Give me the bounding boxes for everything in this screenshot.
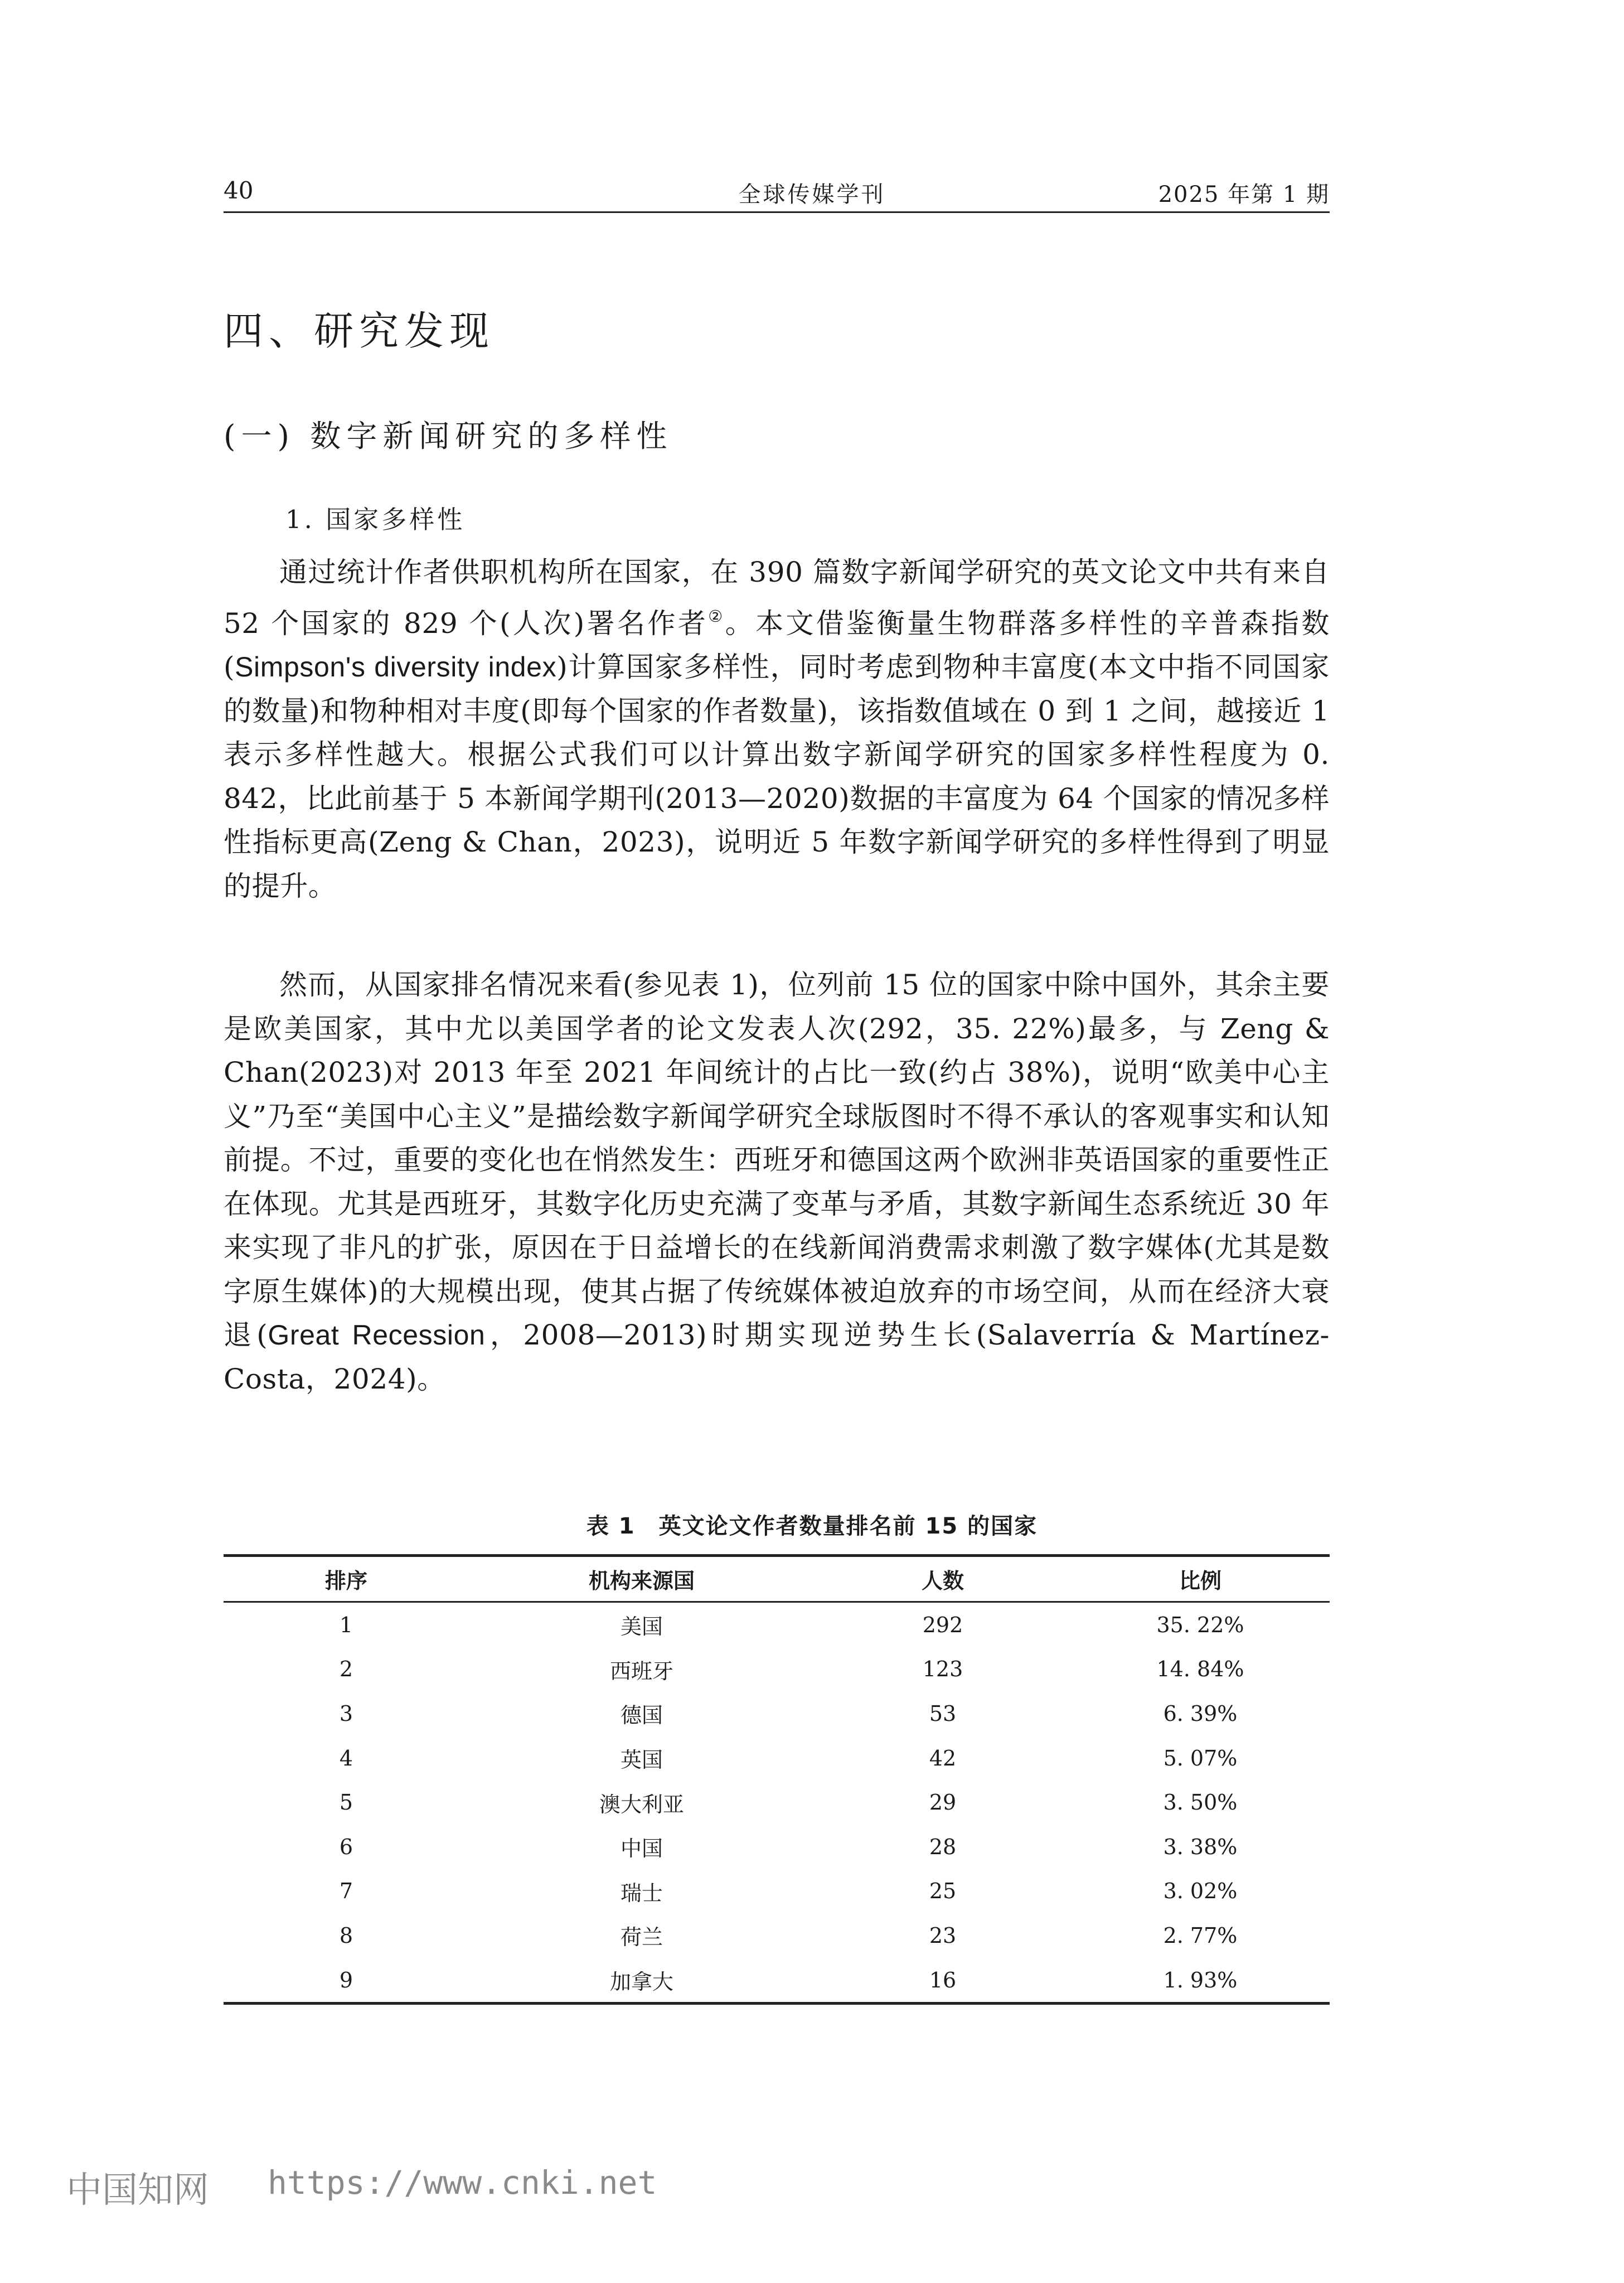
paragraph-1-text-c: )计算国家多样性，同时考虑到物种丰富度(本文中指不同国家的数量)和物种相对丰度(即每个国家的作者数量)，该指数值域在 0 到 1 之间，越接近 1 表示多样性越大。根据公式我们可以计算出数字新闻学研究的国家多样性程度为 0. 842，比此前基于 5 本新闻学期刊(2013—2020)数据的丰富度为 64 个国家的情况多样性指标更高(Zeng & Chan，2023)，说明近 5 年数字新闻学研究的多样性得到了明显的提升。 bbox=[224, 651, 1330, 902]
column-header-share: 比例 bbox=[1071, 1556, 1330, 1602]
cell-country: 瑞士 bbox=[620, 1880, 663, 1905]
table-caption: 表 1 英文论文作者数量排名前 15 的国家 bbox=[586, 1513, 1038, 1539]
cell-rank: 1 bbox=[339, 1612, 353, 1637]
column-header-count: 人数 bbox=[815, 1556, 1071, 1602]
table-row bbox=[224, 1647, 1330, 1692]
header-rule bbox=[224, 211, 1330, 213]
cell-count: 28 bbox=[929, 1834, 957, 1859]
cell-rank: 5 bbox=[339, 1790, 353, 1815]
table-row bbox=[224, 1869, 1330, 1914]
column-header-rank: 排序 bbox=[224, 1556, 469, 1602]
cell-share: 3. 50% bbox=[1163, 1790, 1238, 1815]
cell-count: 23 bbox=[929, 1923, 957, 1948]
cnki-url: https://www.cnki.net bbox=[268, 2164, 657, 2202]
cell-count: 25 bbox=[929, 1879, 957, 1904]
cell-rank: 9 bbox=[224, 1958, 469, 2004]
journal-title: 全球传媒学刊 bbox=[738, 182, 886, 207]
paragraph-2-term: Great Recession bbox=[268, 1319, 486, 1351]
subsection-heading: (一) 数字新闻研究的多样性 bbox=[224, 418, 673, 454]
cell-count: 123 bbox=[922, 1657, 963, 1682]
section-heading: 四、研究发现 bbox=[224, 308, 495, 354]
table-row bbox=[224, 1780, 1330, 1825]
subsubsection-heading: 1. 国家多样性 bbox=[285, 505, 466, 534]
cell-country: 德国 bbox=[620, 1703, 663, 1728]
paragraph-1-text-a: 通过统计作者供职机构所在国家，在 390 篇数字新闻学研究的英文论文中共有来自 52 个国家的 829 个(人次)署名作者 bbox=[224, 556, 1330, 640]
cell-country: 英国 bbox=[620, 1748, 663, 1773]
cell-rank: 4 bbox=[339, 1745, 353, 1771]
cell-share: 35. 22% bbox=[1156, 1612, 1244, 1637]
issue-label: 2025 年第 1 期 bbox=[1158, 182, 1330, 207]
cell-share: 3. 02% bbox=[1163, 1879, 1238, 1904]
cell-rank: 2 bbox=[339, 1657, 353, 1682]
paragraph-2-text-a: 然而，从国家排名情况来看(参见表 1)，位列前 15 位的国家中除中国外，其余主要是欧美国家，其中尤以美国学者的论文发表人次(292，35. 22%)最多，与 Zeng & Chan(2023)对 2013 年至 2021 年间统计的占比一致(约占 38%)，说明“欧美中心主义”乃至“美国中心主义”是描绘数字新闻学研究全球版图时不得不承认的客观事实和认知前提。不过，重要的变化也在悄然发生：西班牙和德国这两个欧洲非英语国家的重要性正在体现。尤其是西班牙，其数字化历史充满了变革与矛盾，其数字新闻生态系统近 30 年来实现了非凡的扩张，原因在于日益增长的在线新闻消费需求刺激了数字媒体(尤其是数字原生媒体)的大规模出现，使其占据了传统媒体被迫放弃的市场空间，从而在经济大衰退( bbox=[224, 969, 1330, 1351]
paragraph-1-text-b: 。本文借鉴衡量生物群落多样性的辛普森指数( bbox=[224, 607, 1330, 683]
paragraph-1-term: Simpson's diversity index bbox=[235, 651, 557, 683]
cell-count: 16 bbox=[815, 1958, 1071, 2004]
cell-country: 澳大利亚 bbox=[599, 1792, 684, 1817]
table-row bbox=[224, 1736, 1330, 1781]
cell-country: 荷兰 bbox=[620, 1925, 663, 1950]
paragraph-2-text-b: ，2008—2013)时期实现逆势生长(Salaverría & Martínez-Costa，2024)。 bbox=[224, 1319, 1330, 1395]
table-row bbox=[224, 1825, 1330, 1869]
table-row bbox=[224, 1913, 1330, 1958]
table-row bbox=[224, 1602, 1330, 1647]
page-number: 40 bbox=[224, 177, 254, 204]
table-row bbox=[224, 1691, 1330, 1736]
cell-share: 3. 38% bbox=[1163, 1834, 1238, 1859]
cell-rank: 6 bbox=[339, 1834, 353, 1859]
table-header-row bbox=[224, 1556, 1330, 1602]
country-table bbox=[224, 1554, 1330, 2005]
cell-count: 53 bbox=[929, 1701, 957, 1726]
cell-count: 292 bbox=[922, 1612, 963, 1637]
cell-country: 中国 bbox=[620, 1836, 663, 1861]
cell-share: 5. 07% bbox=[1163, 1745, 1238, 1771]
cell-share: 6. 39% bbox=[1163, 1701, 1238, 1726]
table-row bbox=[224, 1958, 1330, 2004]
cell-share: 2. 77% bbox=[1163, 1923, 1238, 1948]
cell-rank: 8 bbox=[339, 1923, 353, 1948]
footnote-marker: ② bbox=[708, 606, 725, 626]
paragraph-2 bbox=[224, 963, 1330, 1401]
cell-country: 西班牙 bbox=[609, 1658, 673, 1684]
cell-share: 1. 93% bbox=[1071, 1958, 1330, 2004]
cnki-logo-text: 中国知网 bbox=[66, 2170, 209, 2211]
cell-country: 加拿大 bbox=[469, 1958, 815, 2004]
column-header-country: 机构来源国 bbox=[469, 1556, 815, 1602]
cell-rank: 3 bbox=[339, 1701, 353, 1726]
cell-share: 14. 84% bbox=[1156, 1657, 1244, 1682]
cell-country: 美国 bbox=[620, 1614, 663, 1639]
cell-count: 29 bbox=[929, 1790, 957, 1815]
paragraph-1 bbox=[224, 550, 1330, 908]
cell-rank: 7 bbox=[339, 1879, 353, 1904]
cell-count: 42 bbox=[929, 1745, 957, 1771]
